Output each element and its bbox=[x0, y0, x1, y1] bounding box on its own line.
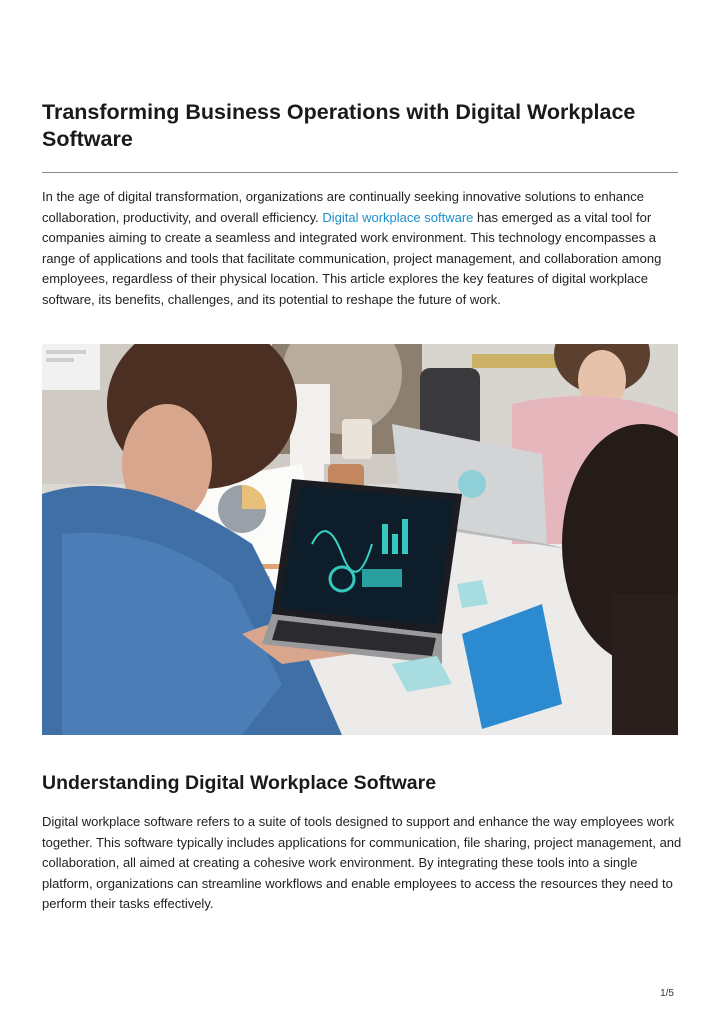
section-heading: Understanding Digital Workplace Software bbox=[42, 772, 437, 794]
intro-text-before-link: In the age of digital transformation, organizations are continually seeking innovative solutions to enhance collaboration, productivity, and overall efficiency. bbox=[42, 189, 644, 225]
digital-workplace-software-link[interactable]: Digital workplace software bbox=[322, 209, 474, 225]
article-title: Transforming Business Operations with Digital Workplace Software bbox=[42, 100, 636, 151]
section-paragraph: Digital workplace software refers to a suite of tools designed to support and enhance the way employees work together. This software typically includes applications for communication, file sharing, project management, and collaboration, all aimed at creating a cohesive work environment. By integrating these tools into a single platform, organizations can streamline workflows and enable employees to access the resources they need to perform their tasks effectively. bbox=[42, 814, 682, 911]
office-team-illustration bbox=[42, 344, 678, 735]
title-divider bbox=[42, 172, 678, 173]
page-number: 1/5 bbox=[660, 988, 674, 999]
intro-text-after-link: has emerged as a vital tool for companies aiming to create a seamless and integrated work environment. This technology encompasses a range of applications and tools that facilitate communication, project management, and collaboration among employees, regardless of their physical location. This article explores the key features of digital workplace software, its benefits, challenges, and its potential to reshape the future of work. bbox=[42, 209, 662, 307]
intro-paragraph bbox=[42, 187, 682, 310]
hero-photo bbox=[42, 344, 678, 735]
